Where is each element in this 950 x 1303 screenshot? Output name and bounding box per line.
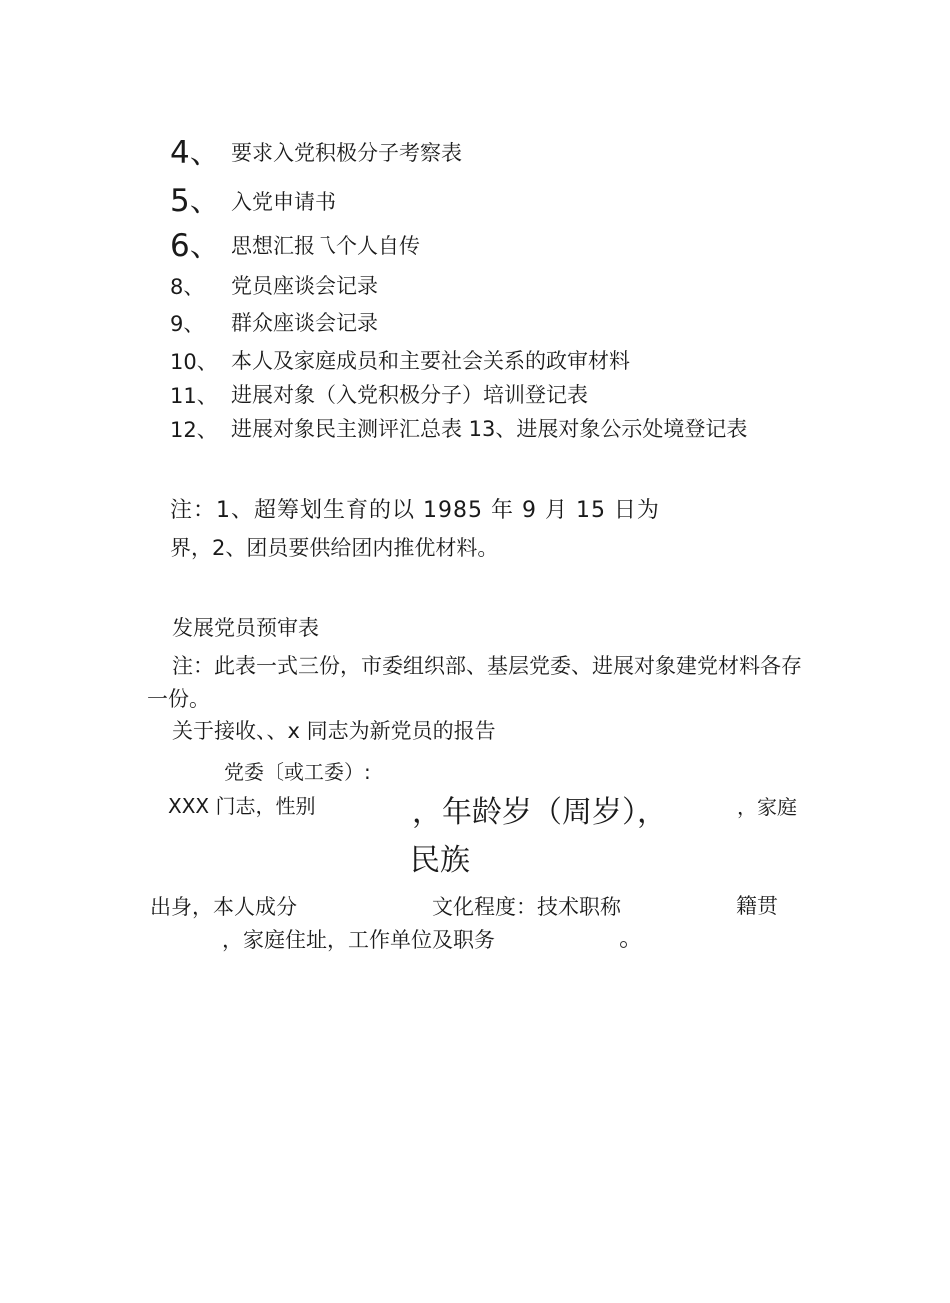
list-item-text: 群众座谈会记录 — [231, 311, 378, 335]
note-line: 注：1、超筹划生育的以 1985 年 9 月 15 日为 — [170, 498, 660, 523]
pretrial-note: 注：此表一式三份，市委组织部、基层党委、进展对象建党材料各存 — [172, 654, 802, 678]
list-number: 4、 — [170, 135, 221, 171]
list-item-text: 进展对象（入党积极分子）培训登记表 — [231, 383, 588, 407]
form-field-age: ，年龄岁（周岁）， — [412, 795, 667, 830]
form-field-family: ，家庭 — [737, 795, 797, 819]
section-title: 发展党员预审表 — [172, 616, 319, 640]
list-item-text: 本人及家庭成员和主要社会关系的政审材料 — [231, 349, 630, 373]
form-field-origin: 出身，本人成分 — [150, 895, 297, 919]
list-item-text: 入党申请书 — [231, 190, 336, 214]
list-number: 10、 — [170, 350, 218, 374]
report-salutation: 党委〔或工委）: — [224, 760, 371, 784]
list-item-text: 党员座谈会记录 — [231, 274, 378, 298]
note-line: 界，2、团员要供给团内推优材料。 — [170, 536, 499, 560]
form-field-education: 文化程度：技术职称 — [432, 895, 621, 919]
list-number: 11、 — [170, 384, 218, 408]
list-number: 12、 — [170, 418, 218, 442]
list-number: 5、 — [170, 183, 221, 219]
form-field-address: ，家庭住址，工作单位及职务 — [222, 928, 495, 952]
list-item-text: 要求入党积极分子考察表 — [231, 141, 462, 165]
report-title: 关于接收、、x 同志为新党员的报告 — [172, 719, 496, 743]
list-number: 9、 — [170, 312, 205, 336]
pretrial-note: 一份。 — [147, 687, 210, 711]
list-number: 6、 — [170, 228, 221, 264]
form-field-native-place: 籍贯 — [736, 894, 778, 918]
list-item-text: 进展对象民主测评汇总表 13、进展对象公示处境登记表 — [231, 417, 748, 441]
period-mark — [620, 941, 627, 948]
list-number: 8、 — [170, 275, 205, 299]
form-field-ethnicity: 民族 — [410, 843, 470, 878]
form-field-name-gender: XXX 门志，性别 — [168, 794, 316, 818]
list-item-text: 思想汇报乁个人自传 — [231, 234, 420, 258]
